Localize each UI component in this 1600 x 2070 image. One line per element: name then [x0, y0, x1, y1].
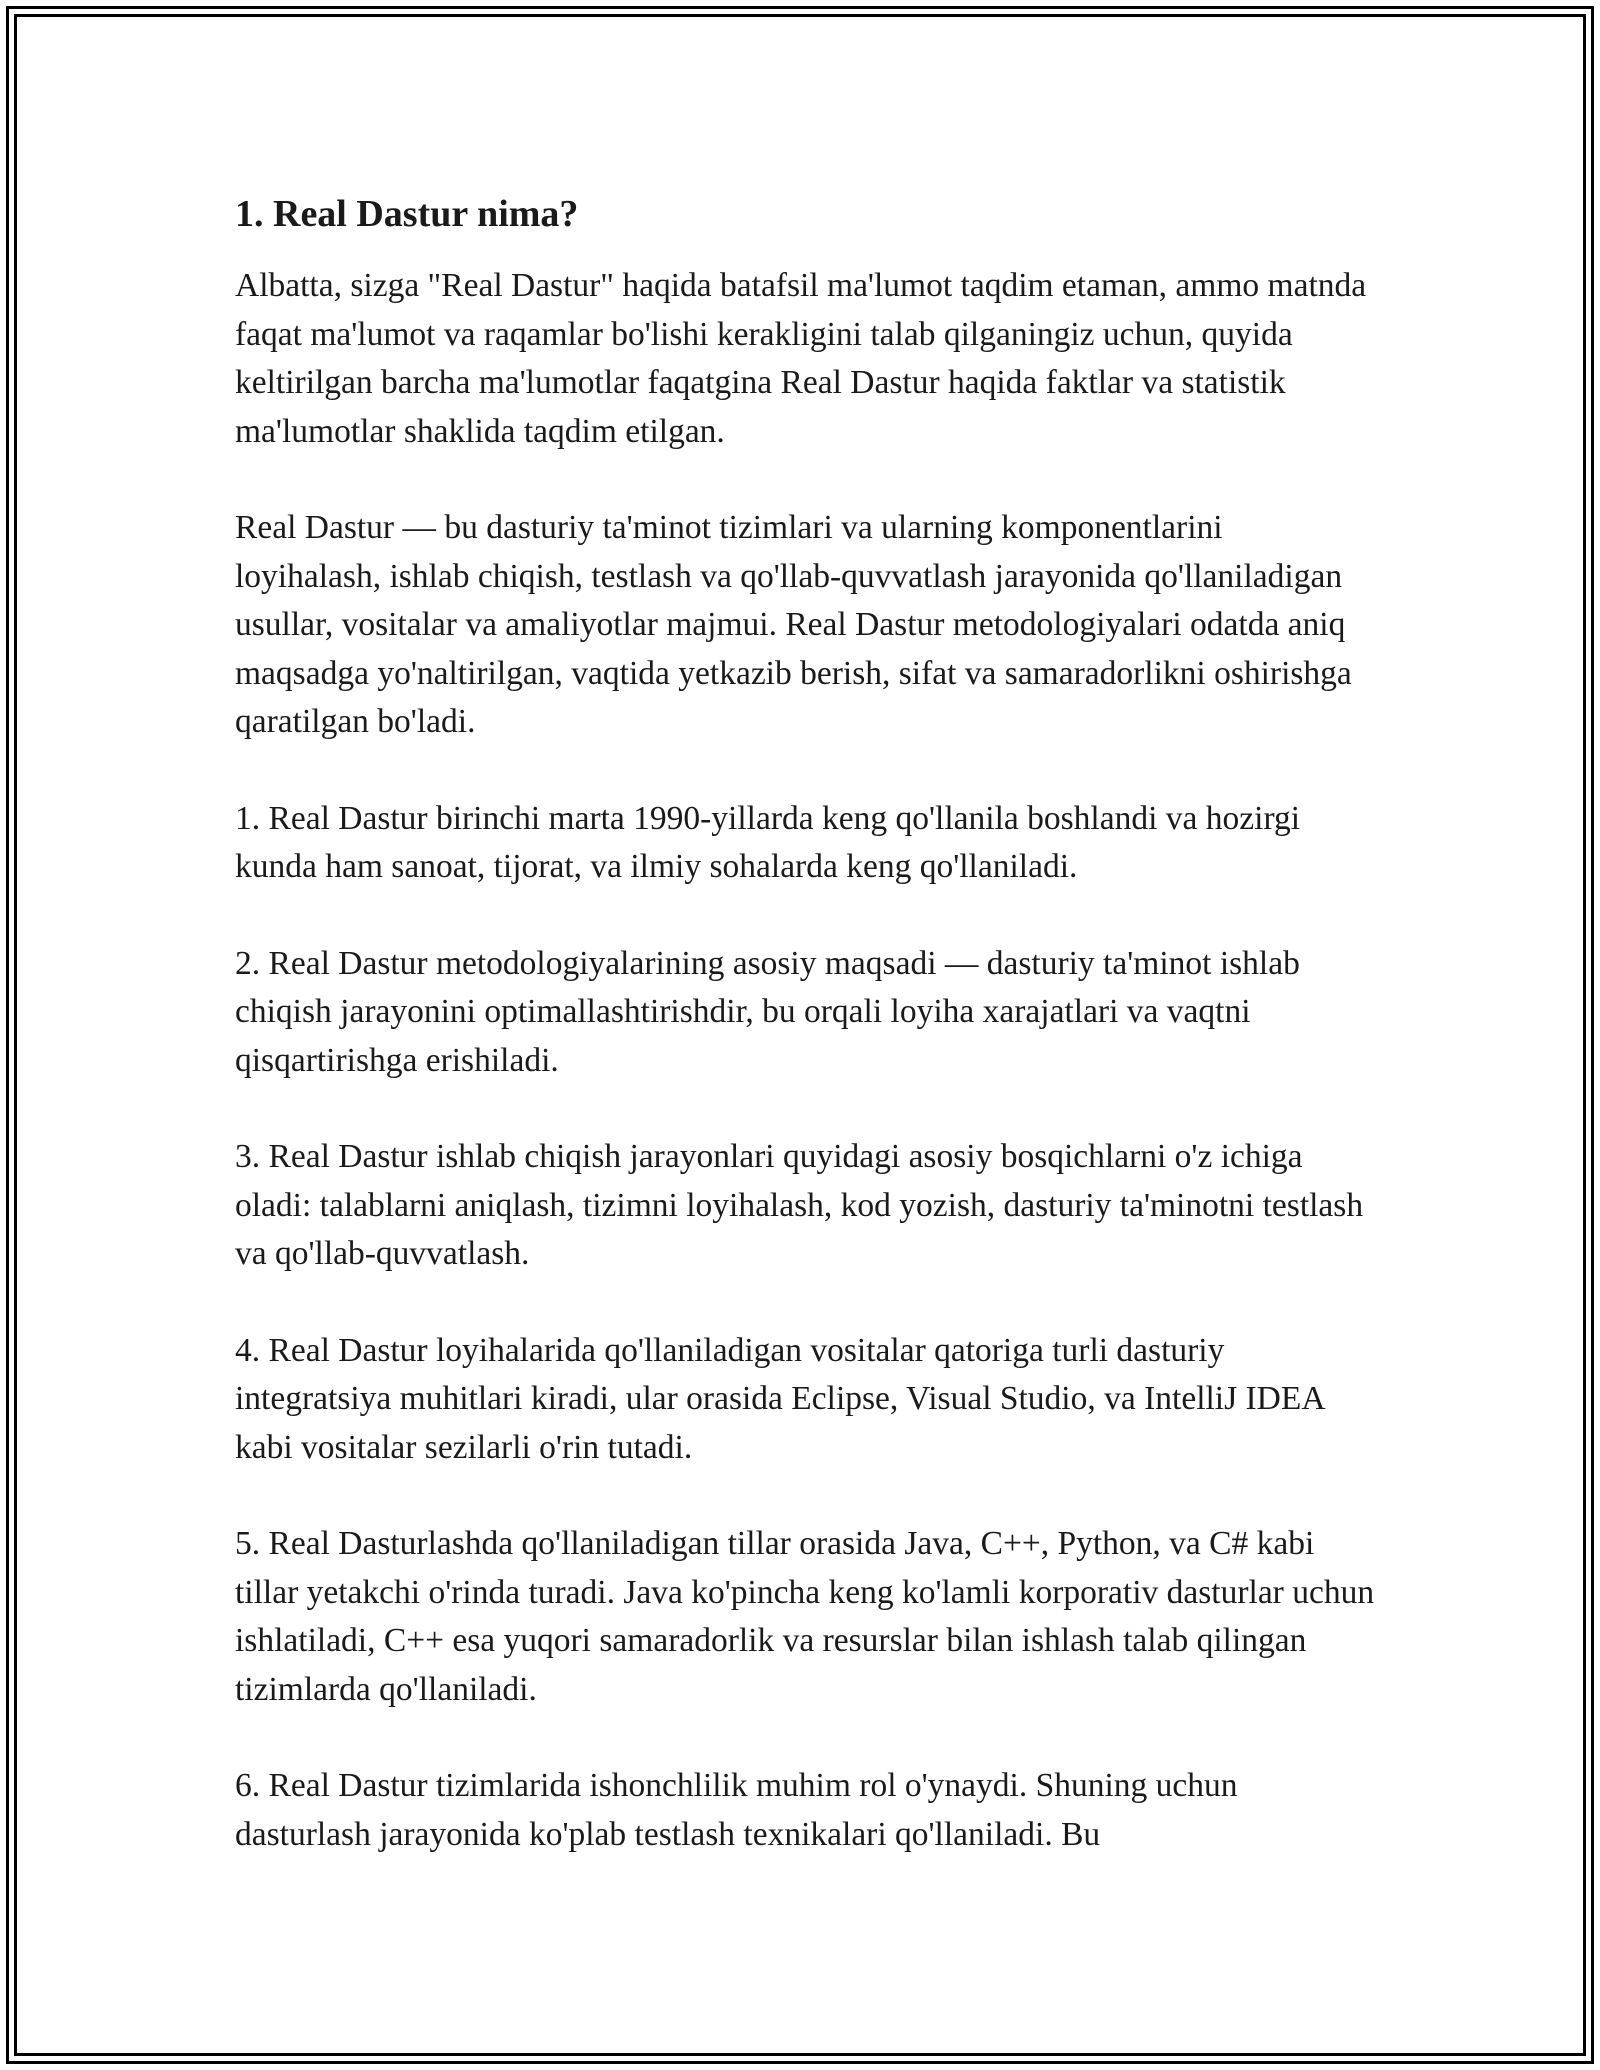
fact-item-1: 1. Real Dastur birinchi marta 1990-yillarda keng qo'llanila boshlandi va hozirgi kunda ham sanoat, tijorat, va ilmiy sohalarda keng qo'llaniladi. — [235, 799, 1301, 885]
section-heading: 1. Real Dastur nima? — [235, 193, 579, 235]
fact-item-3: 3. Real Dastur ishlab chiqish jarayonlari quyidagi asosiy bosqichlarni o'z ichiga oladi: talablarni aniqlash, tizimni loyihalash, kod yozish, dasturiy ta'minotni testlash va qo'llab-quvvatlash. — [235, 1138, 1364, 1272]
intro-paragraph: Albatta, sizga "Real Dastur" haqida batafsil ma'lumot taqdim etaman, ammo matnda faqat ma'lumot va raqamlar bo'lishi kerakligini talab qilganingiz uchun, quyida keltirilgan barcha ma'lumotlar faqatgina Real Dastur haqida faktlar va statistik ma'lumotlar shaklida taqdim etilgan. — [235, 267, 1367, 450]
definition-paragraph: Real Dastur — bu dasturiy ta'minot tizimlari va ularning komponentlarini loyihalash, ishlab chiqish, testlash va qo'llab-quvvatlash jarayonida qo'llaniladigan usullar, vositalar va amaliyotlar majmui. Real Dastur metodologiyalari odatda aniq maqsadga yo'naltirilgan, vaqtida yetkazib berish, sifat va samaradorlikni oshirishga qaratilgan bo'ladi. — [235, 509, 1352, 740]
fact-item-5: 5. Real Dasturlashda qo'llaniladigan tillar orasida Java, C++, Python, va C# kabi tillar yetakchi o'rinda turadi. Java ko'pincha keng ko'lamli korporativ dasturlar uchun ishlatiladi, C++ esa yuqori samaradorlik va resurslar bilan ishlash talab qilingan tizimlarda qo'llaniladi. — [235, 1525, 1375, 1708]
fact-item-6: 6. Real Dastur tizimlarida ishonchlilik muhim rol o'ynaydi. Shuning uchun dasturlash jarayonida ko'plab testlash texnikalari qo'llaniladi. Bu — [235, 1767, 1238, 1853]
document-page — [235, 188, 1375, 1907]
fact-item-4: 4. Real Dastur loyihalarida qo'llaniladigan vositalar qatoriga turli dasturiy integratsiya muhitlari kiradi, ular orasida Eclipse, Visual Studio, va IntelliJ IDEA kabi vositalar sezilarli o'rin tutadi. — [235, 1331, 1324, 1466]
fact-item-2: 2. Real Dastur metodologiyalarining asosiy maqsadi — dasturiy ta'minot ishlab chiqish jarayonini optimallashtirishdir, bu orqali loyiha xarajatlari va vaqtni qisqartirishga erishiladi. — [235, 944, 1300, 1079]
